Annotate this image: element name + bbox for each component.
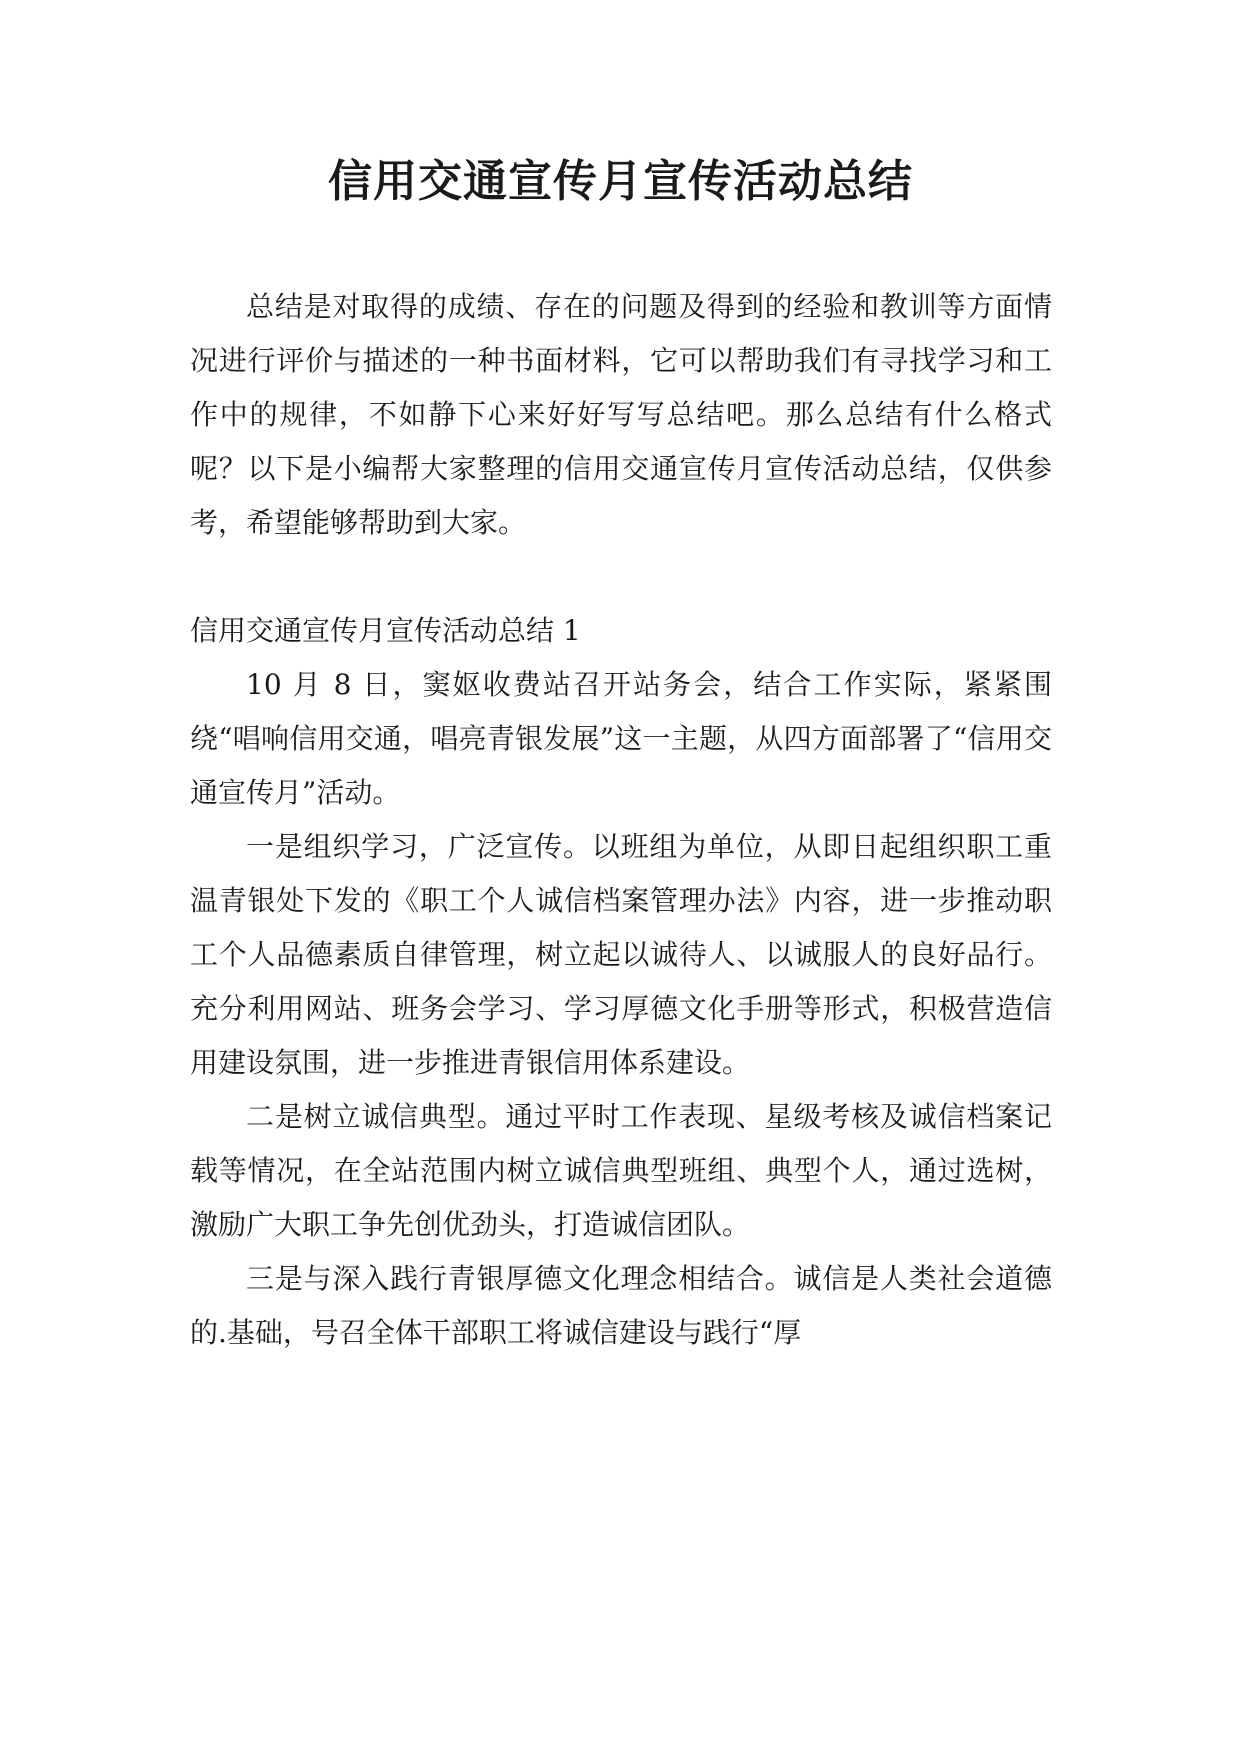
intro-paragraph: 总结是对取得的成绩、存在的问题及得到的经验和教训等方面情况进行评价与描述的一种书面材料，它可以帮助我们有寻找学习和工作中的规律，不如静下心来好好写写总结吧。那么总结有什么格式呢？以下是小编帮大家整理的信用交通宣传月宣传活动总结，仅供参考，希望能够帮助到大家。 (190, 290, 1052, 539)
document-title: 信用交通宣传月宣传活动总结 (328, 156, 913, 207)
paragraph-spacer (190, 550, 1052, 604)
section-heading: 信用交通宣传月宣传活动总结 1 (190, 614, 581, 647)
body-paragraph-3: 二是树立诚信典型。通过平时工作表现、星级考核及诚信档案记载等情况，在全站范围内树立诚信典型班组、典型个人，通过选树，激励广大职工争先创优劲头，打造诚信团队。 (190, 1100, 1052, 1241)
body-paragraph-4: 三是与深入践行青银厚德文化理念相结合。诚信是人类社会道德的.基础，号召全体干部职工将诚信建设与践行“厚 (190, 1262, 1052, 1349)
body-paragraph-1: 10 月 8 日，窦妪收费站召开站务会，结合工作实际，紧紧围绕“唱响信用交通，唱亮青银发展”这一主题，从四方面部署了“信用交通宣传月”活动。 (190, 668, 1052, 809)
body-paragraph-2: 一是组织学习，广泛宣传。以班组为单位，从即日起组织职工重温青银处下发的《职工个人诚信档案管理办法》内容，进一步推动职工个人品德素质自律管理，树立起以诚待人、以诚服人的良好品行。充分利用网站、班务会学习、学习厚德文化手册等形式，积极营造信用建设氛围，进一步推进青银信用体系建设。 (190, 830, 1052, 1079)
document-body (190, 280, 1052, 1360)
